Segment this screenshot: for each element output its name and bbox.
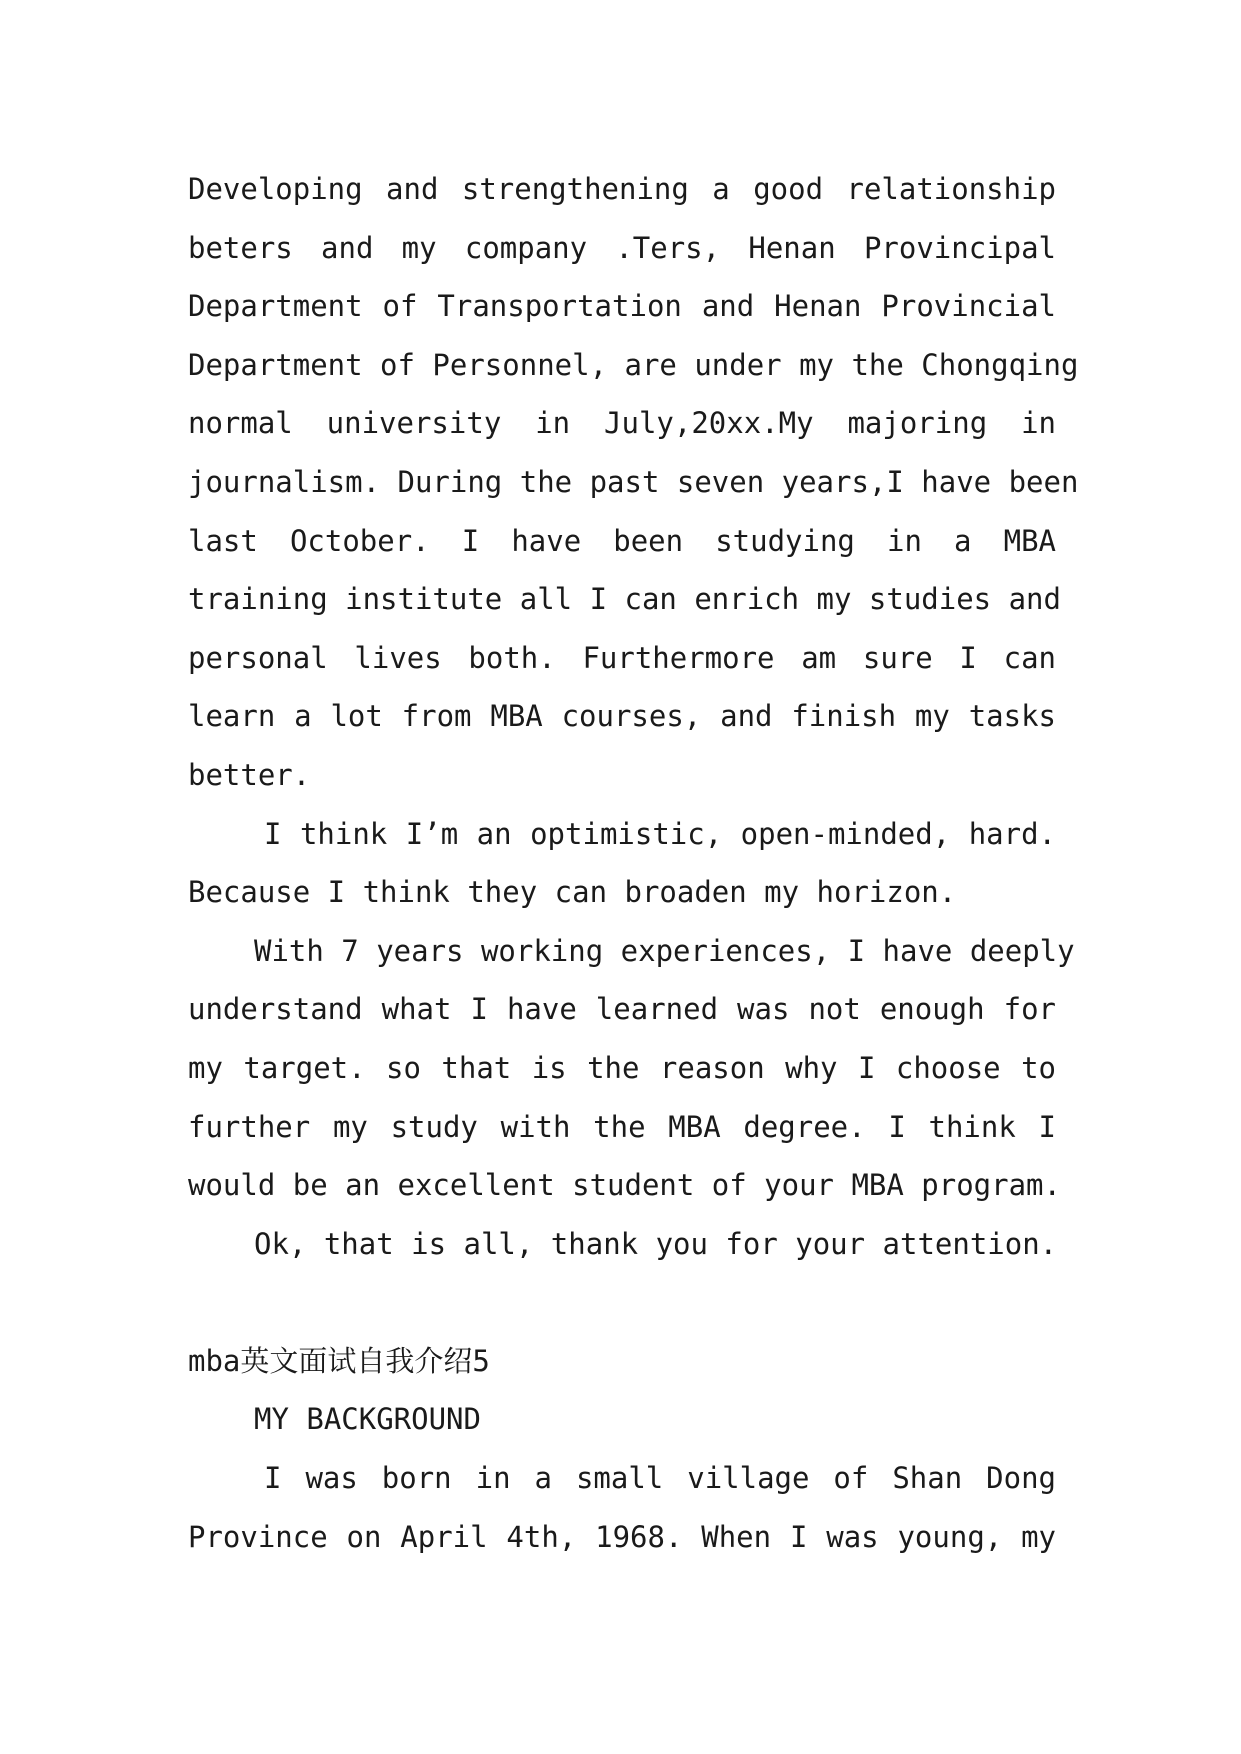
text-line: I think I’m an optimistic, open-minded, hard. [264,816,1056,851]
text-line: last October. I have been studying in a MBA [188,523,1056,558]
text-line: Department of Personnel, are under my the Chongqing [188,347,1079,382]
section-heading: mba英文面试自我介绍5 [188,1343,490,1378]
paragraph [188,1215,1056,1274]
text-line: Developing and strengthening a good relationship [188,172,1056,206]
text-line: would be an excellent student of your MBA program. [188,1168,1061,1203]
text-line: training institute all I can enrich my studies and [188,582,1061,617]
paragraph [188,160,1079,805]
text-line: Because I think they can broaden my horizon. [188,875,957,910]
paragraph [188,1449,1056,1566]
text-line: personal lives both. Furthermore am sure I can [188,640,1056,675]
text-line: With 7 years working experiences, I have deeply [254,933,1075,968]
text-line: understand what I have learned was not enough for [188,992,1056,1027]
spacer [188,1273,1056,1332]
paragraph [188,922,1075,1215]
text-line: I was born in a small village of Shan Dong [264,1461,1056,1496]
text-line: beters and my company .Ters, Henan Provincipal [188,230,1056,265]
text-line: Province on April 4th, 1968. When I was young, my [188,1519,1056,1554]
text-line: Ok, that is all, thank you for your attention. [254,1226,1058,1261]
text-line: further my study with the MBA degree. I think I [188,1109,1056,1144]
paragraph [188,805,1056,922]
text-line: Department of Transportation and Henan Provincial [188,289,1056,324]
subheading: MY BACKGROUND [254,1402,481,1437]
document-body [188,160,1079,1566]
text-line: normal university in July,20xx.My majoring in [188,406,1056,441]
text-line: my target. so that is the reason why I choose to [188,1050,1056,1085]
text-line: journalism. During the past seven years,I have been [188,464,1079,499]
text-line: learn a lot from MBA courses, and finish my tasks [188,699,1056,734]
text-line: better. [188,757,311,792]
